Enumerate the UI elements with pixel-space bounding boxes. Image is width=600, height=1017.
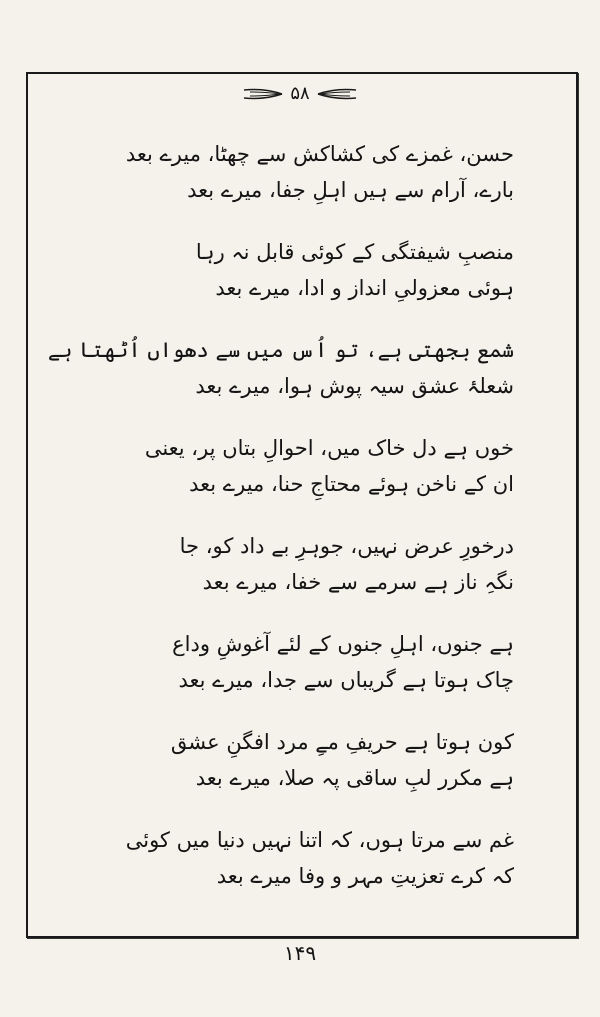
verse-line: ہے جنوں، اہلِ جنوں کے لئے آغوشِ وداع [172, 632, 514, 656]
couplet [47, 332, 514, 404]
verse-line: چاک ہوتا ہے گریباں سے جدا، میرے بعد [178, 668, 514, 692]
verse-line: بارے، آرام سے ہیں اہلِ جفا، میرے بعد [187, 178, 514, 202]
couplet [94, 136, 514, 208]
couplet [94, 234, 514, 306]
verse-line: شعلۂ عشق سیہ پوش ہوا، میرے بعد [195, 374, 514, 398]
couplet [94, 626, 514, 698]
couplet [94, 528, 514, 600]
page-number-top: ۵۸ [290, 83, 310, 104]
verse-line: حسن، غمزے کی کشاکش سے چھٹا، میرے بعد [125, 142, 514, 166]
verse-line: شمع بجھتی ہے، تو اُس میں سے دھواں اُٹھتا ہے [47, 338, 514, 362]
ghazal-verses [47, 136, 514, 920]
verse-line: ہے مکرر لبِ ساقی پہ صلا، میرے بعد [195, 766, 514, 790]
right-ornament-icon [314, 86, 358, 102]
verse-line: درخورِ عرض نہیں، جوہرِ بے داد کو، جا [179, 534, 514, 558]
verse-line: کہ کرے تعزیتِ مہر و وفا میرے بعد [216, 864, 514, 888]
verse-line: خوں ہے دل خاک میں، احوالِ بتاں پر، یعنی [144, 436, 514, 460]
page-header [0, 82, 600, 106]
verse-line: کون ہوتا ہے حریفِ مےِ مرد افگنِ عشق [170, 730, 514, 754]
left-ornament-icon [242, 86, 286, 102]
verse-line: منصبِ شیفتگی کے کوئی قابل نہ رہا [195, 240, 514, 264]
page-number-bottom: ۱۴۹ [283, 941, 317, 965]
couplet [94, 822, 514, 894]
couplet [94, 724, 514, 796]
couplet [94, 430, 514, 502]
verse-line: ان کے ناخن ہوئے محتاجِ حنا، میرے بعد [189, 472, 514, 496]
verse-line: ہوئی معزولیِ انداز و ادا، میرے بعد [215, 276, 514, 300]
verse-line: نگہِ ناز ہے سرمے سے خفا، میرے بعد [202, 570, 514, 594]
verse-line: غم سے مرتا ہوں، کہ اتنا نہیں دنیا میں کوئی [125, 828, 514, 852]
